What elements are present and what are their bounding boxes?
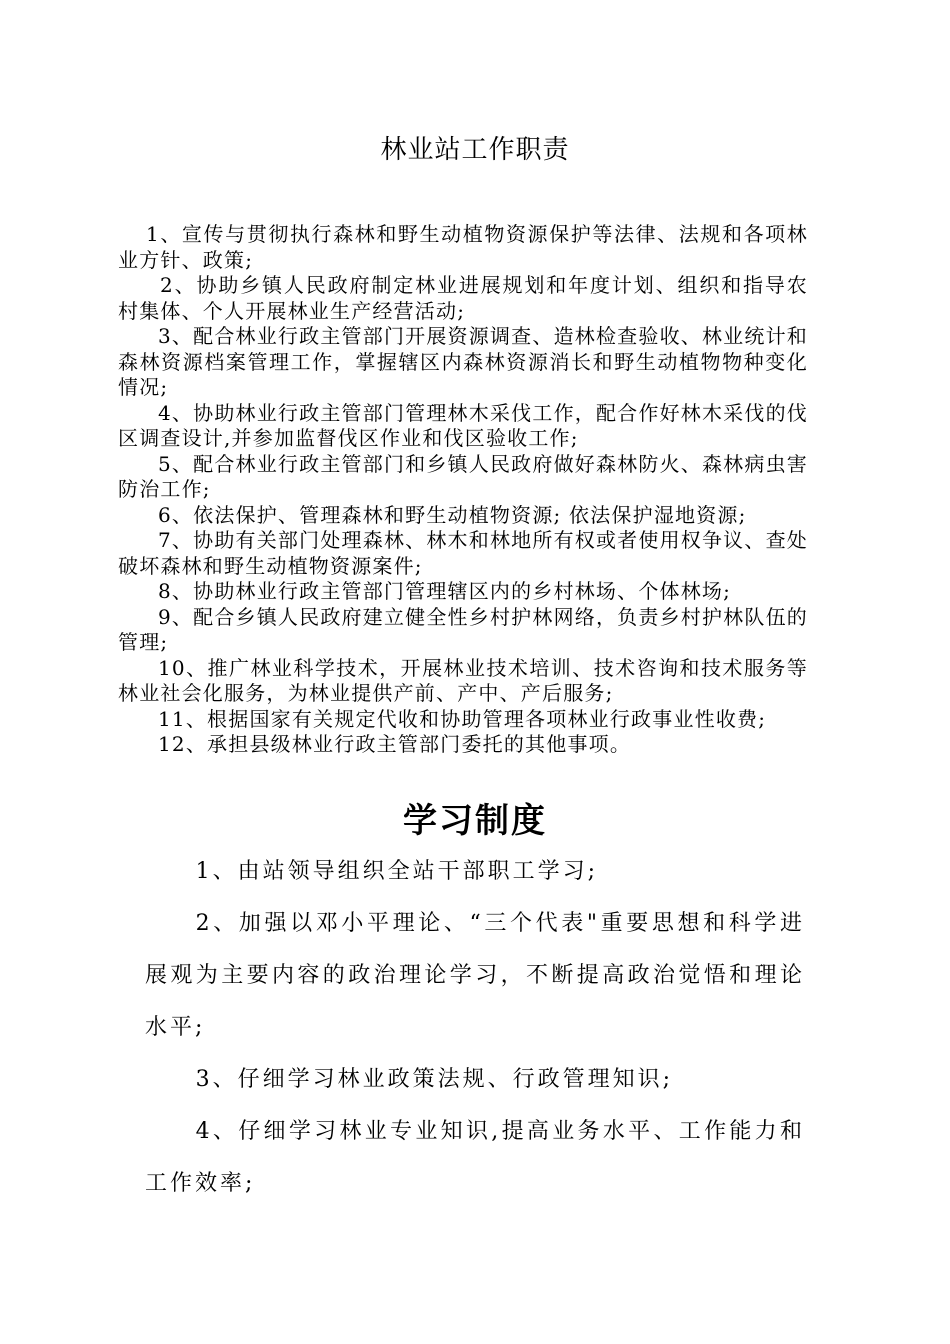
duty-item-11: 11、根据国家有关规定代收和协助管理各项林业行政事业性收费;: [158, 706, 767, 731]
duty-item-3: 3、配合林业行政主管部门开展资源调查、造林检查验收、林业统计和森林资源档案管理工作，掌握辖区内森林资源消长和野生动植物物种变化情况;: [118, 324, 808, 399]
duty-item-8: 8、协助林业行政主管部门管理辖区内的乡村林场、个体林场;: [158, 579, 732, 603]
study-item-2: 2、加强以邓小平理论、“三个代表"重要思想和科学进展观为主要内容的政治理论学习，不断提高政治觉悟和理论水平;: [145, 911, 805, 1040]
duty-item-10: 10、推广林业科学技术，开展林业技术培训、技术咨询和技术服务等林业社会化服务，为林业提供产前、产中、产后服务;: [118, 655, 808, 705]
duty-item-2: 2、协助乡镇人民政府制定林业进展规划和年度计划、组织和指导农村集体、个人开展林业生产经营活动;: [118, 273, 808, 323]
duties-title: 林业站工作职责: [380, 135, 570, 165]
duty-item-4: 4、协助林业行政主管部门管理林木采伐工作，配合作好林木采伐的伐区调查设计,并参加监督伐区作业和伐区验收工作;: [118, 400, 808, 450]
duty-item-7: 7、协助有关部门处理森林、林木和林地所有权或者使用权争议、查处破坏森林和野生动植物资源案件;: [118, 528, 808, 578]
duty-item-12: 12、承担县级林业行政主管部门委托的其他事项。: [158, 732, 632, 756]
duty-item-9: 9、配合乡镇人民政府建立健全性乡村护林网络，负责乡村护林队伍的管理;: [118, 604, 808, 654]
duties-list: [118, 222, 808, 758]
study-list: [145, 846, 805, 1210]
duty-item-6: 6、依法保护、管理森林和野生动植物资源; 依法保护湿地资源;: [158, 502, 747, 527]
study-item-3: 3、仔细学习林业政策法规、行政管理知识;: [195, 1067, 674, 1092]
study-item-4: 4、仔细学习林业专业知识,提高业务水平、工作能力和工作效率;: [145, 1119, 805, 1196]
duty-item-1: 1、宣传与贯彻执行森林和野生动植物资源保护等法律、法规和各项林业方针、政策;: [118, 222, 808, 272]
study-item-1: 1、由站领导组织全站干部职工学习;: [195, 859, 599, 884]
duty-item-5: 5、配合林业行政主管部门和乡镇人民政府做好森林防火、森林病虫害防治工作;: [118, 451, 808, 501]
study-title: 学习制度: [403, 801, 547, 841]
